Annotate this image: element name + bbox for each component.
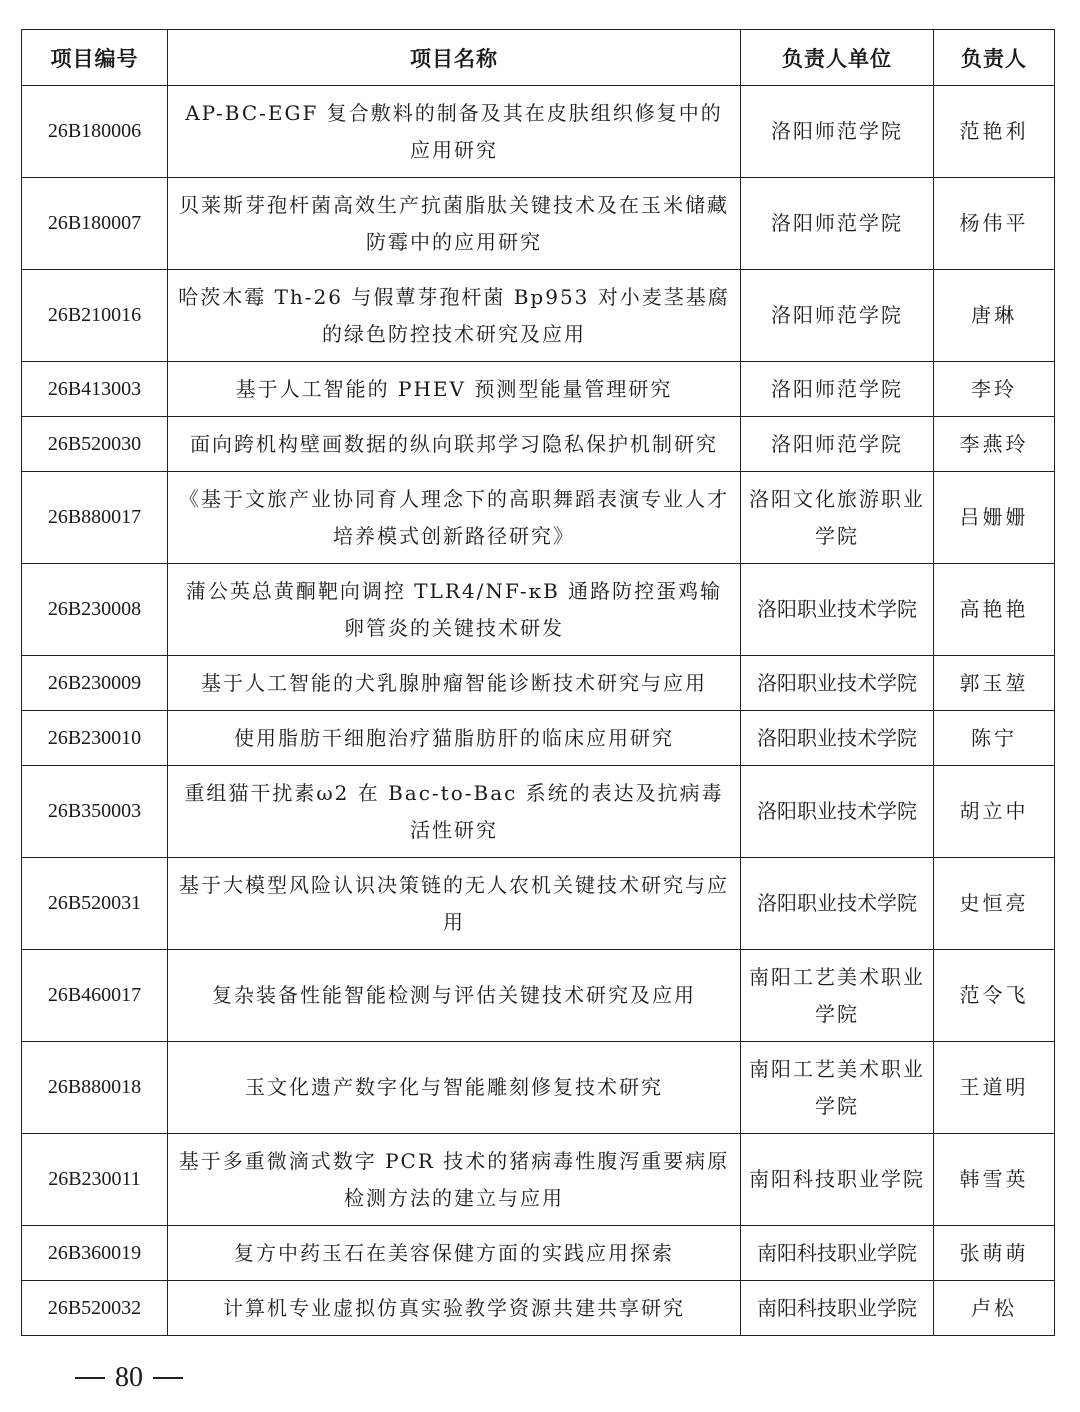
cell-person: 卢松	[934, 1281, 1055, 1336]
table-row	[22, 950, 1055, 1042]
cell-name: 面向跨机构壁画数据的纵向联邦学习隐私保护机制研究	[168, 417, 741, 472]
table-row	[22, 656, 1055, 711]
cell-name: 基于人工智能的犬乳腺肿瘤智能诊断技术研究与应用	[168, 656, 741, 711]
table-row	[22, 711, 1055, 766]
cell-name: 重组猫干扰素ω2 在 Bac-to-Bac 系统的表达及抗病毒活性研究	[168, 766, 741, 858]
page-number	[75, 1362, 183, 1394]
cell-unit: 洛阳文化旅游职业学院	[741, 472, 934, 564]
cell-code: 26B520030	[22, 417, 168, 472]
cell-code: 26B180007	[22, 178, 168, 270]
cell-unit: 洛阳师范学院	[741, 417, 934, 472]
cell-name: 《基于文旅产业协同育人理念下的高职舞蹈表演专业人才培养模式创新路径研究》	[168, 472, 741, 564]
cell-code: 26B520032	[22, 1281, 168, 1336]
table-row	[22, 1226, 1055, 1281]
table-row	[22, 1042, 1055, 1134]
cell-code: 26B413003	[22, 362, 168, 417]
table-row	[22, 86, 1055, 178]
cell-name: 贝莱斯芽孢杆菌高效生产抗菌脂肽关键技术及在玉米储藏防霉中的应用研究	[168, 178, 741, 270]
cell-unit: 洛阳师范学院	[741, 362, 934, 417]
cell-unit: 南阳科技职业学院	[741, 1226, 934, 1281]
cell-code: 26B520031	[22, 858, 168, 950]
cell-person: 胡立中	[934, 766, 1055, 858]
page-dash-left	[75, 1377, 105, 1379]
cell-code: 26B210016	[22, 270, 168, 362]
cell-code: 26B880017	[22, 472, 168, 564]
cell-person: 范艳利	[934, 86, 1055, 178]
cell-code: 26B350003	[22, 766, 168, 858]
cell-unit: 洛阳师范学院	[741, 86, 934, 178]
table-header-row	[22, 30, 1055, 86]
cell-code: 26B460017	[22, 950, 168, 1042]
cell-person: 李燕玲	[934, 417, 1055, 472]
cell-unit: 洛阳职业技术学院	[741, 564, 934, 656]
cell-unit: 洛阳师范学院	[741, 270, 934, 362]
project-table	[21, 29, 1055, 1336]
cell-code: 26B880018	[22, 1042, 168, 1134]
table-row	[22, 766, 1055, 858]
cell-name: 复方中药玉石在美容保健方面的实践应用探索	[168, 1226, 741, 1281]
cell-code: 26B360019	[22, 1226, 168, 1281]
cell-code: 26B230009	[22, 656, 168, 711]
header-unit: 负责人单位	[741, 30, 934, 86]
cell-code: 26B180006	[22, 86, 168, 178]
cell-name: 哈茨木霉 Th-26 与假蕈芽孢杆菌 Bp953 对小麦茎基腐的绿色防控技术研究及应用	[168, 270, 741, 362]
table-row	[22, 564, 1055, 656]
cell-name: 基于大模型风险认识决策链的无人农机关键技术研究与应用	[168, 858, 741, 950]
table-row	[22, 178, 1055, 270]
cell-name: 玉文化遗产数字化与智能雕刻修复技术研究	[168, 1042, 741, 1134]
page-dash-right	[153, 1377, 183, 1379]
cell-unit: 南阳科技职业学院	[741, 1281, 934, 1336]
table-row	[22, 472, 1055, 564]
cell-person: 韩雪英	[934, 1134, 1055, 1226]
cell-person: 唐琳	[934, 270, 1055, 362]
cell-unit: 洛阳职业技术学院	[741, 656, 934, 711]
table-row	[22, 417, 1055, 472]
cell-name: 基于多重微滴式数字 PCR 技术的猪病毒性腹泻重要病原检测方法的建立与应用	[168, 1134, 741, 1226]
table-row	[22, 1281, 1055, 1336]
table-row	[22, 362, 1055, 417]
cell-person: 高艳艳	[934, 564, 1055, 656]
cell-unit: 南阳工艺美术职业学院	[741, 1042, 934, 1134]
cell-name: 基于人工智能的 PHEV 预测型能量管理研究	[168, 362, 741, 417]
cell-person: 张萌萌	[934, 1226, 1055, 1281]
cell-name: 蒲公英总黄酮靶向调控 TLR4/NF-κB 通路防控蛋鸡输卵管炎的关键技术研发	[168, 564, 741, 656]
table-row	[22, 858, 1055, 950]
cell-person: 杨伟平	[934, 178, 1055, 270]
cell-unit: 洛阳师范学院	[741, 178, 934, 270]
cell-code: 26B230008	[22, 564, 168, 656]
table-row	[22, 1134, 1055, 1226]
cell-person: 史恒亮	[934, 858, 1055, 950]
cell-name: 计算机专业虚拟仿真实验教学资源共建共享研究	[168, 1281, 741, 1336]
cell-unit: 洛阳职业技术学院	[741, 766, 934, 858]
cell-code: 26B230011	[22, 1134, 168, 1226]
cell-person: 王道明	[934, 1042, 1055, 1134]
header-code: 项目编号	[22, 30, 168, 86]
header-name: 项目名称	[168, 30, 741, 86]
cell-unit: 洛阳职业技术学院	[741, 858, 934, 950]
cell-code: 26B230010	[22, 711, 168, 766]
cell-unit: 洛阳职业技术学院	[741, 711, 934, 766]
cell-name: 复杂装备性能智能检测与评估关键技术研究及应用	[168, 950, 741, 1042]
header-person: 负责人	[934, 30, 1055, 86]
table-row	[22, 270, 1055, 362]
cell-person: 郭玉堃	[934, 656, 1055, 711]
cell-unit: 南阳科技职业学院	[741, 1134, 934, 1226]
cell-person: 范令飞	[934, 950, 1055, 1042]
cell-unit: 南阳工艺美术职业学院	[741, 950, 934, 1042]
cell-person: 吕姗姗	[934, 472, 1055, 564]
cell-person: 陈宁	[934, 711, 1055, 766]
page-number-text: 80	[115, 1362, 143, 1393]
cell-name: AP-BC-EGF 复合敷料的制备及其在皮肤组织修复中的应用研究	[168, 86, 741, 178]
cell-person: 李玲	[934, 362, 1055, 417]
cell-name: 使用脂肪干细胞治疗猫脂肪肝的临床应用研究	[168, 711, 741, 766]
